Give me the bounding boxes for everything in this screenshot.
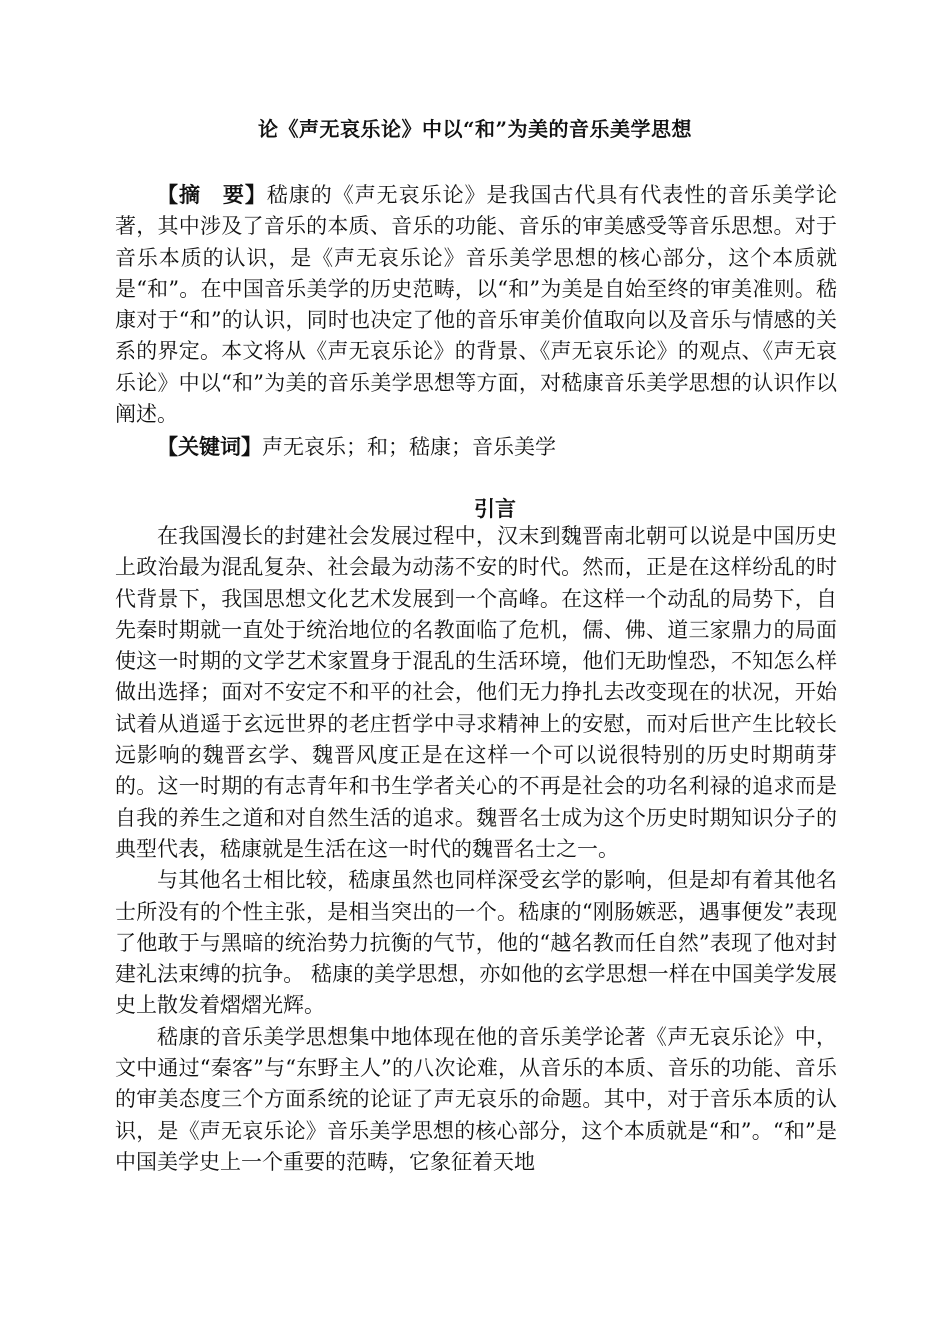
abstract-label: 【摘 要】 <box>157 182 267 207</box>
document-title: 论《声无哀乐论》中以“和”为美的音乐美学思想 <box>257 117 692 141</box>
keywords-text: 声无哀乐；和；嵇康；音乐美学 <box>262 435 556 459</box>
abstract-paragraph <box>115 179 837 430</box>
keywords-label: 【关键词】 <box>157 434 262 459</box>
keywords-paragraph <box>115 431 837 463</box>
paragraph: 在我国漫长的封建社会发展过程中，汉末到魏晋南北朝可以说是中国历史上政治最为混乱复杂、社会最为动荡不安的时代。然而，正是在这样纷乱的时代背景下，我国思想文化艺术发展到一个高峰。在这样一个动乱的局势下，自先秦时期就一直处于统治地位的名教面临了危机，儒、佛、道三家鼎力的局面使这一时期的文学艺术家置身于混乱的生活环境，他们无助惶恐，不知怎么样做出选择；面对不安定不和平的社会，他们无力挣扎去改变现在的状况，开始试着从逍遥于玄远世界的老庄哲学中寻求精神上的安慰，而对后世产生比较长远影响的魏晋玄学、魏晋风度正是在这样一个可以说很特别的历史时期萌芽的。这一时期的有志青年和书生学者关心的不再是社会的功名利禄的追求而是自我的养生之道和对自然生活的追求。魏晋名士成为这个历史时期知识分子的典型代表，嵇康就是生活在这一时代的魏晋名士之一。 <box>115 524 837 861</box>
abstract-text: 嵇康的《声无哀乐论》是我国古代具有代表性的音乐美学论著，其中涉及了音乐的本质、音乐的功能、音乐的审美感受等音乐思想。对于音乐本质的认识，是《声无哀乐论》音乐美学思想的核心部分，这个本质就是“和”。在中国音乐美学的历史范畴，以“和”为美是自始至终的审美准则。嵇康对于“和”的认识，同时也决定了他的音乐审美价值取向以及音乐与情感的关系的界定。本文将从《声无哀乐论》的背景、《声无哀乐论》的观点、《声无哀乐论》中以“和”为美的音乐美学思想等方面，对嵇康音乐美学思想的认识作以阐述。 <box>115 183 838 427</box>
section-heading: 引言 <box>474 496 516 521</box>
paragraph: 与其他名士相比较，嵇康虽然也同样深受玄学的影响，但是却有着其他名士所没有的个性主张，是相当突出的一个。嵇康的“刚肠嫉恶，遇事便发”表现了他敢于与黑暗的统治势力抗衡的气节，他的“越名教而任自然”表现了他对封建礼法束缚的抗争。 嵇康的美学思想，亦如他的玄学思想一样在中国美学发展史上散发着熠熠光辉。 <box>115 868 837 1018</box>
paragraph: 嵇康的音乐美学思想集中地体现在他的音乐美学论著《声无哀乐论》中，文中通过“秦客”与“东野主人”的八次论难，从音乐的本质、音乐的功能、音乐的审美态度三个方面系统的论证了声无哀乐的命题。其中，对于音乐本质的认识，是《声无哀乐论》音乐美学思想的核心部分，这个本质就是“和”。“和”是中国美学史上一个重要的范畴，它象征着天地 <box>115 1024 837 1174</box>
introduction-body <box>115 521 837 1178</box>
